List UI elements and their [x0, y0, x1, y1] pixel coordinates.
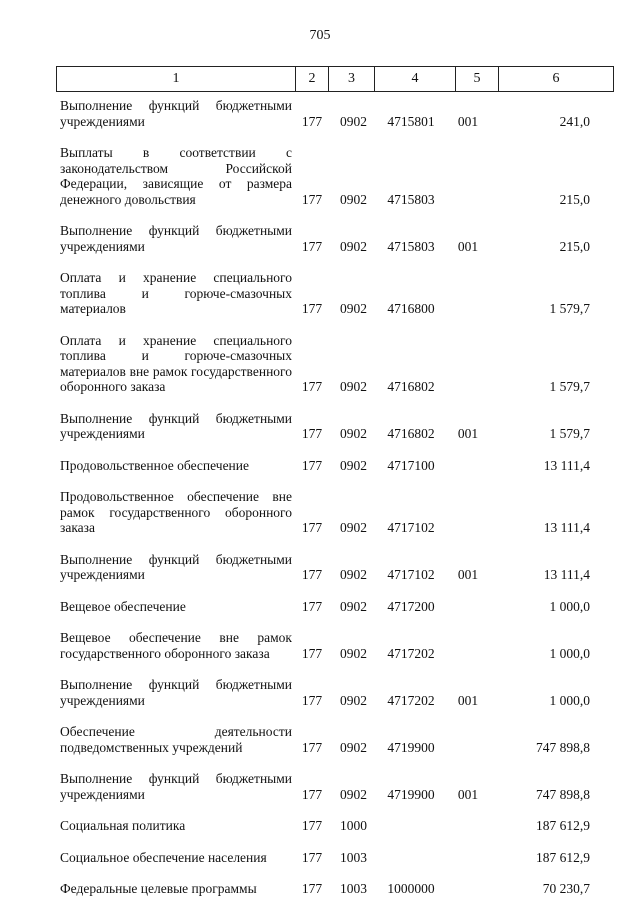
- item-csr: 4717202: [387, 645, 435, 661]
- item-section: 1003: [340, 849, 367, 865]
- header-col-3: 3: [328, 67, 374, 91]
- item-section: 1000: [340, 818, 367, 833]
- item-gr: 177: [301, 818, 323, 833]
- item-name: Оплата и хранение специального топлива и горюче-смазочных материалов: [60, 270, 292, 316]
- item-gr: 177: [301, 191, 323, 207]
- item-sum: 1 579,7: [549, 379, 590, 394]
- table-row: [60, 411, 590, 442]
- item-gr: 177: [301, 379, 323, 394]
- table-row: [60, 599, 590, 615]
- item-csr: 4717102: [387, 520, 435, 535]
- item-section: 0902: [340, 191, 367, 207]
- item-gr: 177: [301, 881, 323, 896]
- item-name: Выполнение функций бюджетными учреждениями: [60, 677, 292, 708]
- item-section: 0902: [340, 457, 367, 473]
- item-csr: 4717100: [387, 457, 435, 473]
- item-csr: 4715801: [387, 113, 435, 129]
- item-gr: 177: [301, 567, 323, 582]
- item-sum: 13 111,4: [543, 567, 590, 582]
- item-name: Выполнение функций бюджетными учреждениями: [60, 551, 292, 582]
- item-section: 0902: [340, 598, 367, 614]
- item-vr: 001: [457, 692, 479, 708]
- table-row: [60, 552, 590, 583]
- item-csr: 4719900: [387, 786, 435, 802]
- table-row: [60, 145, 590, 207]
- item-gr: 177: [301, 457, 323, 473]
- item-sum: 187 612,9: [536, 818, 590, 833]
- item-name: Вещевое обеспечение: [60, 598, 186, 614]
- item-section: 0902: [340, 739, 367, 755]
- item-gr: 177: [301, 692, 323, 708]
- item-section: 0902: [340, 520, 367, 535]
- item-name: Обеспечение деятельности подведомственных учреждений: [60, 724, 292, 755]
- item-sum: 747 898,8: [536, 739, 590, 755]
- item-gr: 177: [301, 786, 323, 802]
- table-row: [60, 458, 590, 474]
- header-col-6: 6: [498, 67, 613, 91]
- item-sum: 187 612,9: [536, 849, 590, 865]
- item-sum: 1 579,7: [549, 426, 590, 441]
- item-sum: 215,0: [559, 238, 590, 254]
- header-col-4: 4: [374, 67, 455, 91]
- table-row: [60, 270, 590, 317]
- item-name: Выполнение функций бюджетными учреждениями: [60, 223, 292, 254]
- item-sum: 1 000,0: [549, 645, 590, 661]
- item-sum: 13 111,4: [543, 520, 590, 535]
- item-gr: 177: [301, 849, 323, 865]
- table-row: [60, 677, 590, 708]
- item-name: Продовольственное обеспечение: [60, 457, 249, 473]
- budget-table-body: [60, 98, 590, 913]
- item-name: Выполнение функций бюджетными учреждениями: [60, 410, 292, 441]
- item-sum: 70 230,7: [542, 881, 590, 896]
- item-section: 0902: [340, 426, 367, 441]
- item-name: Вещевое обеспечение вне рамок государственного оборонного заказа: [60, 630, 292, 661]
- item-vr: 001: [457, 567, 479, 582]
- item-sum: 215,0: [559, 191, 590, 207]
- item-csr: 4715803: [387, 238, 435, 254]
- item-csr: 4716800: [387, 301, 435, 316]
- table-row: [60, 489, 590, 536]
- table-row: [60, 771, 590, 802]
- page-number: 705: [309, 28, 331, 43]
- table-row: [60, 223, 590, 254]
- item-section: 0902: [340, 238, 367, 254]
- item-gr: 177: [301, 301, 323, 316]
- item-gr: 177: [301, 238, 323, 254]
- item-sum: 747 898,8: [536, 786, 590, 802]
- item-csr: 4716802: [387, 379, 435, 394]
- item-section: 0902: [340, 645, 367, 661]
- item-sum: 1 000,0: [549, 598, 590, 614]
- item-csr: 4717102: [387, 567, 435, 582]
- table-row: [60, 724, 590, 755]
- item-name: Выполнение функций бюджетными учреждениями: [60, 771, 292, 802]
- header-col-5: 5: [455, 67, 498, 91]
- item-name: Продовольственное обеспечение вне рамок государственного оборонного заказа: [60, 489, 292, 535]
- table-row: [60, 98, 590, 129]
- item-csr: 4715803: [387, 191, 435, 207]
- table-row: [60, 333, 590, 395]
- table-row: [60, 818, 590, 834]
- item-name: Выполнение функций бюджетными учреждениями: [60, 98, 292, 129]
- item-name: Выплаты в соответствии с законодательством Российской Федерации, зависящие от размера денежного довольствия: [60, 145, 292, 207]
- item-gr: 177: [301, 645, 323, 661]
- item-sum: 1 000,0: [549, 692, 590, 708]
- item-gr: 177: [301, 520, 323, 535]
- item-gr: 177: [301, 113, 323, 129]
- item-section: 1003: [340, 881, 367, 896]
- item-vr: 001: [457, 426, 479, 441]
- item-csr: 4716802: [387, 426, 435, 441]
- item-csr: 4717200: [387, 598, 435, 614]
- item-section: 0902: [340, 692, 367, 708]
- table-row: [60, 630, 590, 661]
- item-name: Социальная политика: [60, 818, 186, 833]
- item-csr: 4717202: [387, 692, 435, 708]
- item-gr: 177: [301, 426, 323, 441]
- item-name: Федеральные целевые программы: [60, 881, 257, 896]
- table-header: [56, 66, 614, 92]
- table-row: [60, 850, 590, 866]
- item-name: Оплата и хранение специального топлива и горюче-смазочных материалов вне рамок государственного оборонного заказа: [60, 332, 292, 394]
- item-gr: 177: [301, 739, 323, 755]
- item-section: 0902: [340, 379, 367, 394]
- item-csr: 4719900: [387, 739, 435, 755]
- item-section: 0902: [340, 567, 367, 582]
- item-sum: 1 579,7: [549, 301, 590, 316]
- header-col-2: 2: [295, 67, 328, 91]
- item-name: Социальное обеспечение населения: [60, 849, 267, 865]
- item-sum: 13 111,4: [543, 457, 590, 473]
- item-section: 0902: [340, 113, 367, 129]
- item-section: 0902: [340, 786, 367, 802]
- item-csr: 1000000: [387, 881, 435, 896]
- item-sum: 241,0: [559, 113, 590, 129]
- item-vr: 001: [457, 238, 479, 254]
- item-section: 0902: [340, 301, 367, 316]
- item-vr: 001: [457, 113, 479, 129]
- item-gr: 177: [301, 598, 323, 614]
- header-col-1: 1: [172, 71, 180, 86]
- table-row: [60, 881, 590, 897]
- item-vr: 001: [457, 786, 479, 802]
